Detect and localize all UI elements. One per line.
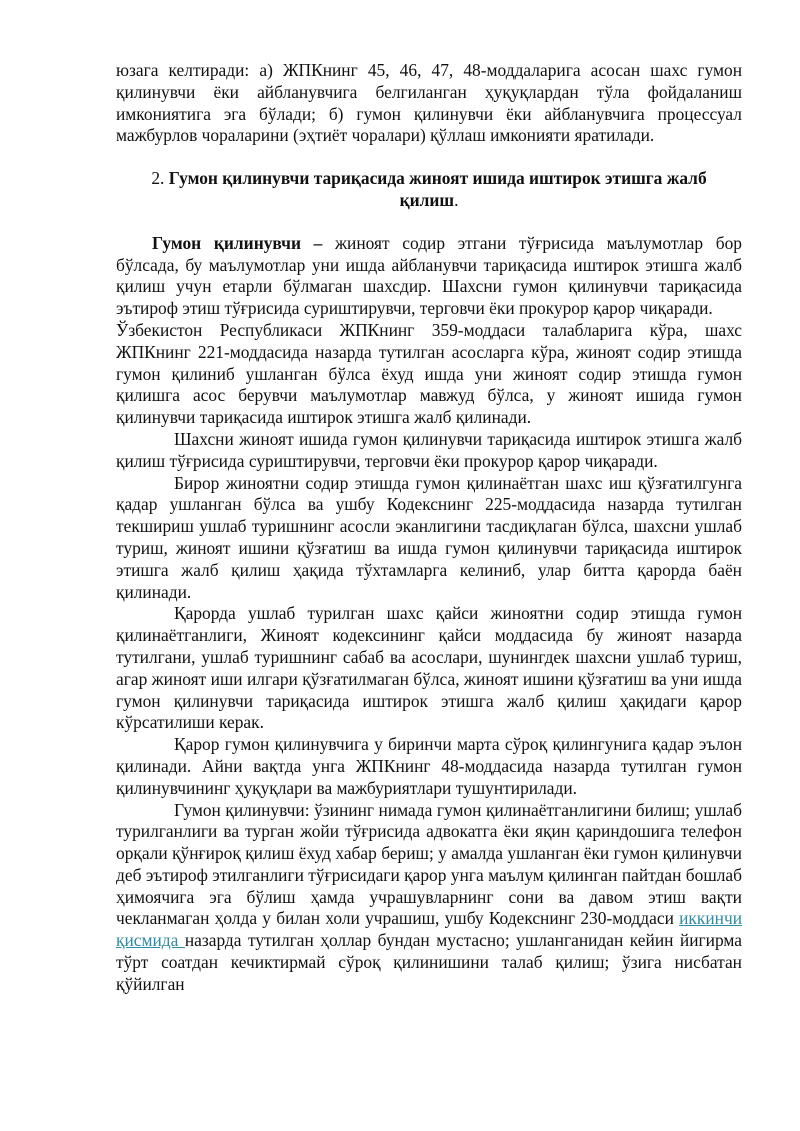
section-number: 2. bbox=[151, 168, 169, 189]
intro-paragraph: юзага келтиради: а) ЖПКнинг 45, 46, 47, 48-моддаларига асосан шахс гумон қилинувчи ёки айбланувчига белгиланган ҳуқуқлардан тўла фойдаланиш имкониятига эга бўлади; б) гумон қилинувчи ёки айбланувчига процессуал мажбурлов чораларини (эҳтиёт чоралари) қўллаш имконияти яратилади. bbox=[116, 60, 742, 146]
gumon-text-before-link: Гумон қилинувчи: ўзининг нимада гумон қилинаётганлигини билиш; ушлаб турилганлиги ва турган жойи тўғрисида адвокатга ёки яқин қариндошига телефон орқали қўнғироқ қилиш ёхуд хабар бериш; у амалда ушланган ёки гумон қилинувчи деб эътироф этилганлиги тўғрисидаги қарор унга маълум қилинган пайтдан бошлаб ҳимоячига эга бўлиш ҳамда учрашувларнинг сони ва давом этиш вақти чекланмаган ҳолда у билан холи учрашиш, ушбу Кодекснинг 230-моддаси bbox=[116, 799, 742, 929]
document-page bbox=[116, 60, 742, 996]
biror-paragraph: Бирор жиноятни содир этишда гумон қилинаётган шахс иш қўзғатилгунга қадар ушланган бўлса ва ушбу Кодекснинг 225-моддасида назарда тутилган текшириш ушлаб туришнинг асосли эканлигини тасдиқлаган бўлса, шахсни ушлаб туриш, жиноят ишини қўзғатиш ва ишда гумон қилинувчи тариқасида иштирок этишга жалб қилиш ҳақида тўхтамларга келиниб, улар битта қарорда баён қилинади. bbox=[116, 472, 742, 602]
definition-term: Гумон қилинувчи – bbox=[152, 232, 323, 253]
section-heading bbox=[116, 168, 742, 212]
qaror-paragraph: Қарор гумон қилинувчига у биринчи марта сўроқ қилингунига қадар эълон қилинади. Айни вақтда унга ЖПКнинг 48-моддасида назарда тутилган гумон қилинувчининг ҳуқуқлари ва мажбуриятлари тушунтирилади. bbox=[116, 734, 742, 798]
gumon-paragraph bbox=[116, 800, 742, 996]
section-heading-period: . bbox=[454, 189, 459, 210]
article-part-link[interactable]: иккинчи қисмида bbox=[116, 908, 742, 951]
definition-text: жиноят содир этгани тўғрисида маълумотлар бор бўлсада, бу маълумотлар уни ишда айбланувчи тариқасида иштирок этишга жалб қилиш учун етарли бўлмаган шахсдир. Шахсни гумон қилинувчи тариқасида эътироф этиш тўғрисида суриштирувчи, терговчи ёки прокурор қарор чиқаради. bbox=[116, 232, 743, 319]
definition-paragraph bbox=[116, 233, 742, 320]
qarorda-paragraph: Қарорда ушлаб турилган шахс қайси жиноятни содир этишда гумон қилинаётганлиги, Жиноят кодексининг қайси моддасида бу жиноят назарда тутилгани, ушлаб туришнинг сабаб ва асослари, шунингдек шахсни ушлаб туриш, агар жиноят иши илгари қўзғатилмаган бўлса, жиноят ишини қўзғатиш ва уни ишда гумон қилинувчи тариқасида иштирок этишга жалб қилиш ҳақидаги қарор кўрсатилиши керак. bbox=[116, 603, 742, 733]
shahsni-paragraph: Шахсни жиноят ишида гумон қилинувчи тариқасида иштирок этишга жалб қилиш тўғрисида суриштирувчи, терговчи ёки прокурор қарор чиқаради. bbox=[116, 428, 742, 471]
gumon-text-after-link: назарда тутилган ҳоллар бундан мустасно; ушланганидан кейин йигирма тўрт соатдан кечиктирмай сўроқ қилинишини талаб қилиш; ўзига нисбатан қўйилган bbox=[116, 930, 743, 994]
uzbekistan-paragraph: Ўзбекистон Республикаси ЖПКнинг 359-моддаси талабларига кўра, шахс ЖПКнинг 221-моддасида назарда тутилган асосларга кўра, жиноят содир этишда гумон қилиниб ушланган бўлса ёхуд ишда уни жиноят содир этишда гумон қилишга асос берувчи маълумотлар мавжуд бўлса, у жиноят ишида гумон қилинувчи тариқасида иштирок этишга жалб қилинади. bbox=[116, 319, 742, 428]
section-title: Гумон қилинувчи тариқасида жиноят ишида иштирок этишга жалб қилиш bbox=[168, 168, 707, 210]
